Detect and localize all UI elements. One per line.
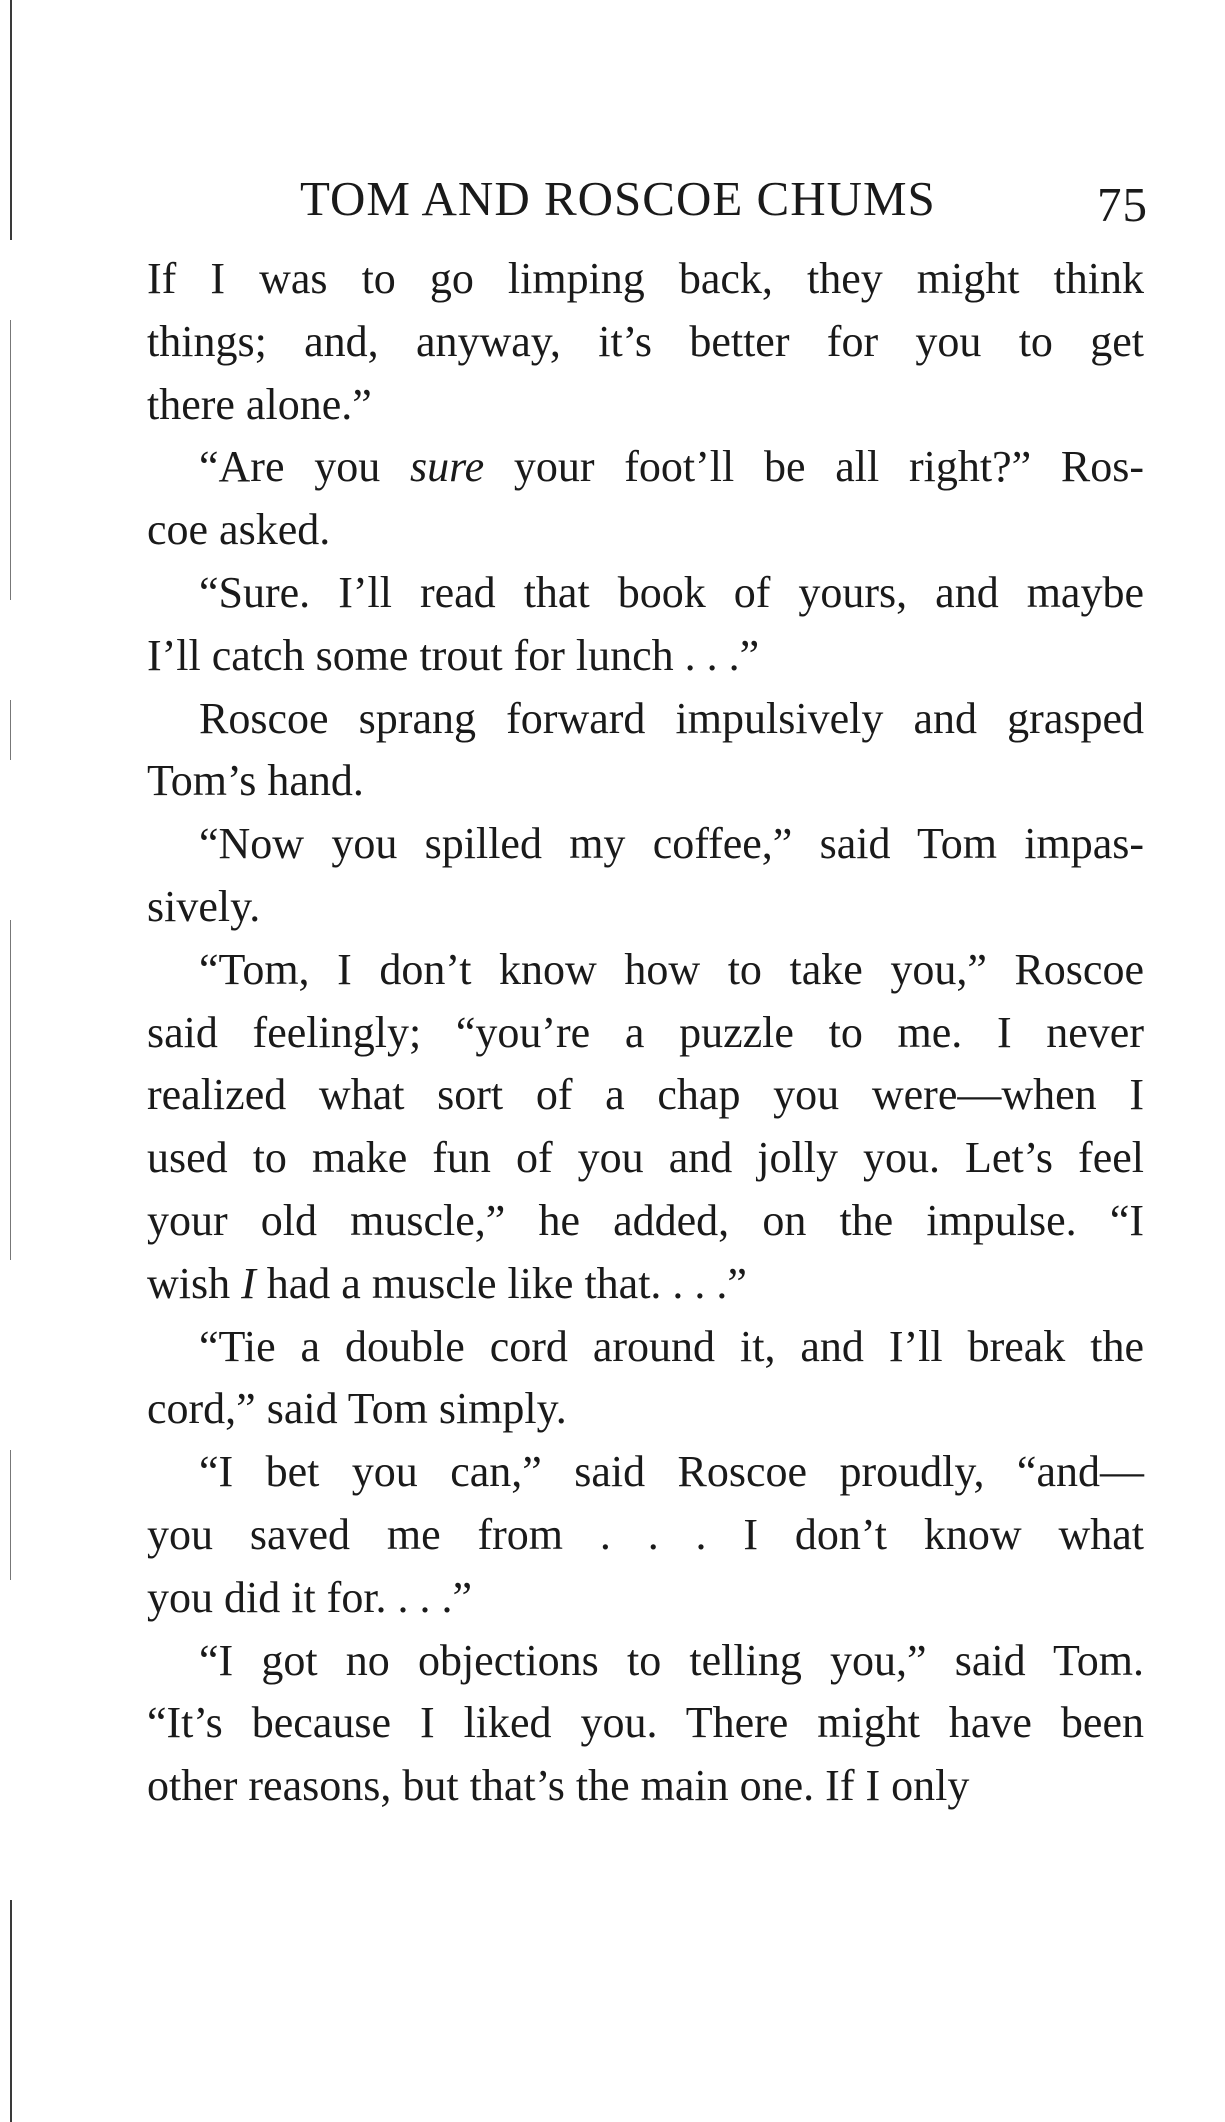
text-line: used to make fun of you and jolly you. Let’s feel xyxy=(147,1133,1144,1183)
text-line: “Tom, I don’t know how to take you,” Roscoe xyxy=(199,944,1144,994)
text-segment: your foot’ll be all right?” Ros- xyxy=(484,442,1144,492)
paragraph xyxy=(147,813,1144,939)
scan-edge-mark xyxy=(10,0,12,240)
text-line: Roscoe sprang forward impulsively and grasped xyxy=(199,693,1144,743)
text-line: “Tie a double cord around it, and I’ll break the xyxy=(199,1321,1144,1371)
scan-edge-mark xyxy=(10,1450,11,1580)
italic-word: sure xyxy=(409,442,485,492)
text-line: “It’s because I liked you. There might have been xyxy=(147,1698,1144,1748)
text-segment: “Are you xyxy=(199,442,410,492)
paragraph xyxy=(147,688,1144,814)
page-header xyxy=(300,170,1160,240)
text-line: realized what sort of a chap you were—when I xyxy=(147,1070,1144,1120)
text-line: coe asked. xyxy=(147,505,331,555)
scan-edge-mark xyxy=(10,320,11,600)
running-title: TOM AND ROSCOE CHUMS xyxy=(300,171,936,226)
text-line: sively. xyxy=(147,881,261,931)
text-line: “Sure. I’ll read that book of yours, and maybe xyxy=(199,567,1144,617)
text-line: “Now you spilled my coffee,” said Tom impas- xyxy=(199,819,1144,869)
text-line: If I was to go limping back, they might think xyxy=(147,254,1144,303)
text-line: Tom’s hand. xyxy=(147,756,364,806)
text-line: things; and, anyway, it’s better for you to get xyxy=(147,316,1144,366)
text-line xyxy=(147,436,1144,499)
scan-edge-mark xyxy=(10,920,11,1260)
text-line: “I bet you can,” said Roscoe proudly, “and— xyxy=(199,1447,1144,1497)
text-line: other reasons, but that’s the main one. If I only xyxy=(147,1761,970,1811)
paragraph xyxy=(147,1441,1144,1629)
text-segment: wish xyxy=(147,1258,242,1308)
text-line: your old muscle,” he added, on the impulse. “I xyxy=(147,1195,1144,1245)
text-segment: had a muscle like that. . . .” xyxy=(255,1258,747,1308)
text-line: I’ll catch some trout for lunch . . .” xyxy=(147,630,760,680)
text-line: “I got no objections to telling you,” said Tom. xyxy=(199,1635,1144,1685)
text-line: you did it for. . . .” xyxy=(147,1572,473,1622)
italic-word: I xyxy=(241,1258,256,1308)
paragraph xyxy=(147,939,1144,1316)
paragraph xyxy=(147,1630,1144,1818)
paragraph xyxy=(147,436,1144,562)
scan-edge-mark xyxy=(10,700,11,760)
text-line xyxy=(147,1253,1144,1316)
paragraph xyxy=(147,248,1144,436)
text-line: cord,” said Tom simply. xyxy=(147,1384,567,1434)
text-line: said feelingly; “you’re a puzzle to me. I never xyxy=(147,1007,1144,1057)
text-line: there alone.” xyxy=(147,379,372,429)
scan-edge-mark xyxy=(10,1900,12,2122)
paragraph xyxy=(147,1316,1144,1442)
page-number: 75 xyxy=(1097,177,1148,232)
body-text xyxy=(147,248,1144,1818)
text-line: you saved me from . . . I don’t know what xyxy=(147,1509,1144,1559)
paragraph xyxy=(147,562,1144,688)
